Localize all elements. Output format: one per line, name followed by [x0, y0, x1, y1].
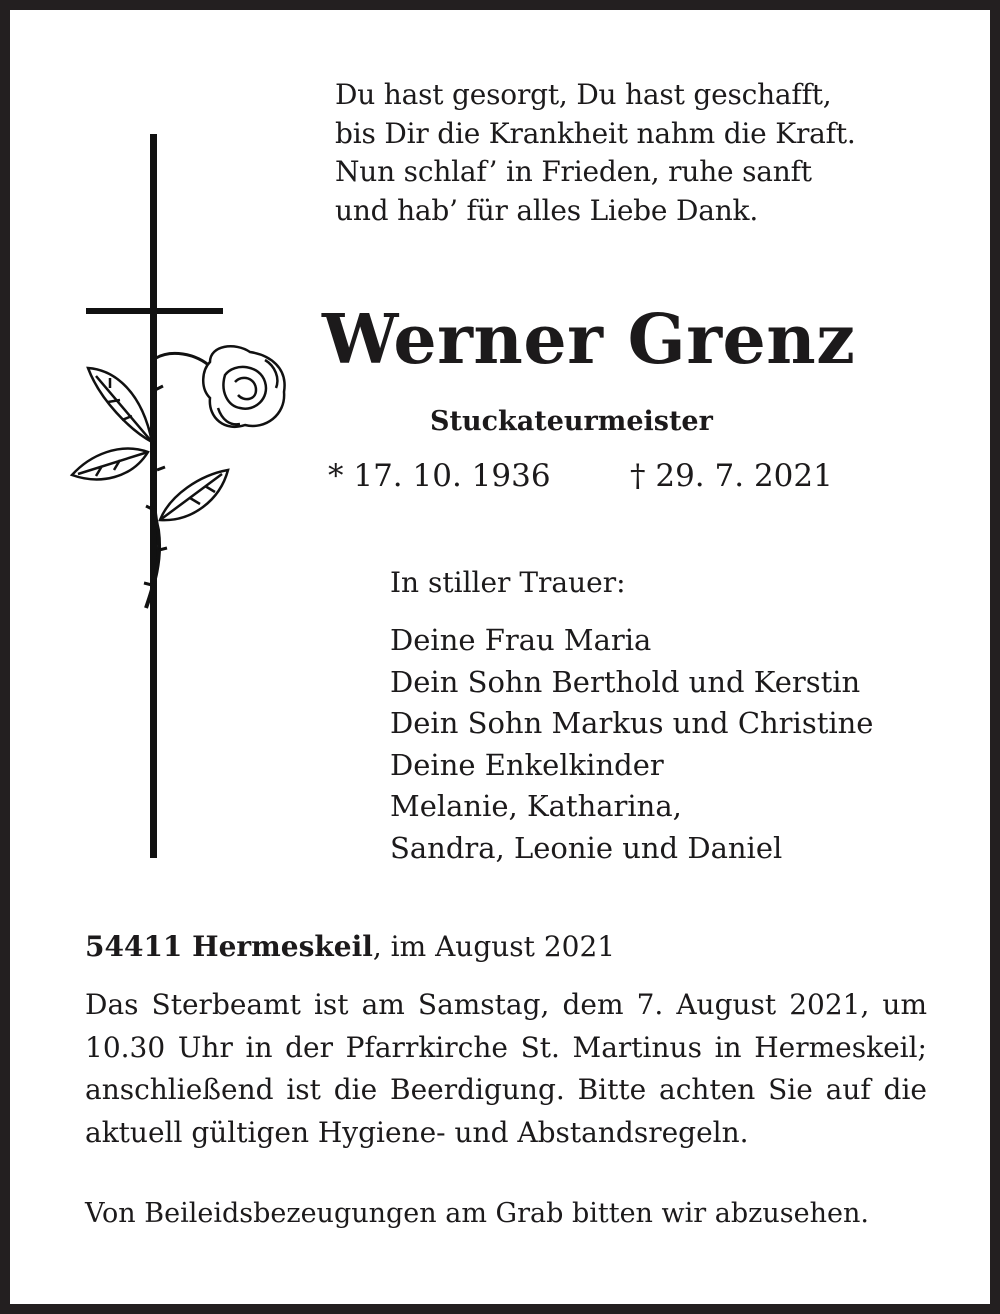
family-member: Sandra, Leonie und Daniel: [390, 830, 783, 865]
deceased-profession: Stuckateurmeister: [430, 406, 713, 437]
poem-line: und hab’ für alles Liebe Dank.: [335, 193, 759, 227]
place-city: 54411 Hermeskeil: [85, 930, 373, 963]
poem-line: Du hast gesorgt, Du hast geschafft,: [335, 78, 832, 111]
family-member: Dein Sohn Berthold und Kerstin: [390, 664, 861, 699]
poem: [335, 76, 856, 230]
deceased-name: Werner Grenz: [322, 300, 856, 380]
family-member: Deine Enkelkinder: [390, 747, 664, 782]
place-date-line: [85, 930, 615, 963]
poem-line: bis Dir die Krankheit nahm die Kraft.: [335, 116, 856, 150]
death-date: † 29. 7. 2021: [630, 458, 833, 494]
birth-date: * 17. 10. 1936: [328, 458, 551, 494]
place-date: , im August 2021: [372, 930, 616, 963]
mourning-heading: In stiller Trauer:: [390, 566, 626, 599]
family-list: [390, 620, 873, 869]
funeral-notice: Das Sterbeamt ist am Samstag, dem 7. August 2021, um 10.30 Uhr in der Pfarrkirche St. Martinus in Hermeskeil; anschließend ist die Beerdigung. Bitte achten Sie auf die aktuell gültigen Hygiene- und Abstandsregeln.: [85, 988, 927, 1149]
cross-with-rose-icon: [60, 130, 300, 870]
family-member: Melanie, Katharina,: [390, 789, 682, 823]
family-member: Dein Sohn Markus und Christine: [390, 706, 874, 740]
poem-line: Nun schlaf’ in Frieden, ruhe sanft: [335, 155, 812, 188]
family-member: Deine Frau Maria: [390, 623, 652, 657]
closing-note: Von Beileidsbezeugungen am Grab bitten wir abzusehen.: [85, 1198, 869, 1229]
